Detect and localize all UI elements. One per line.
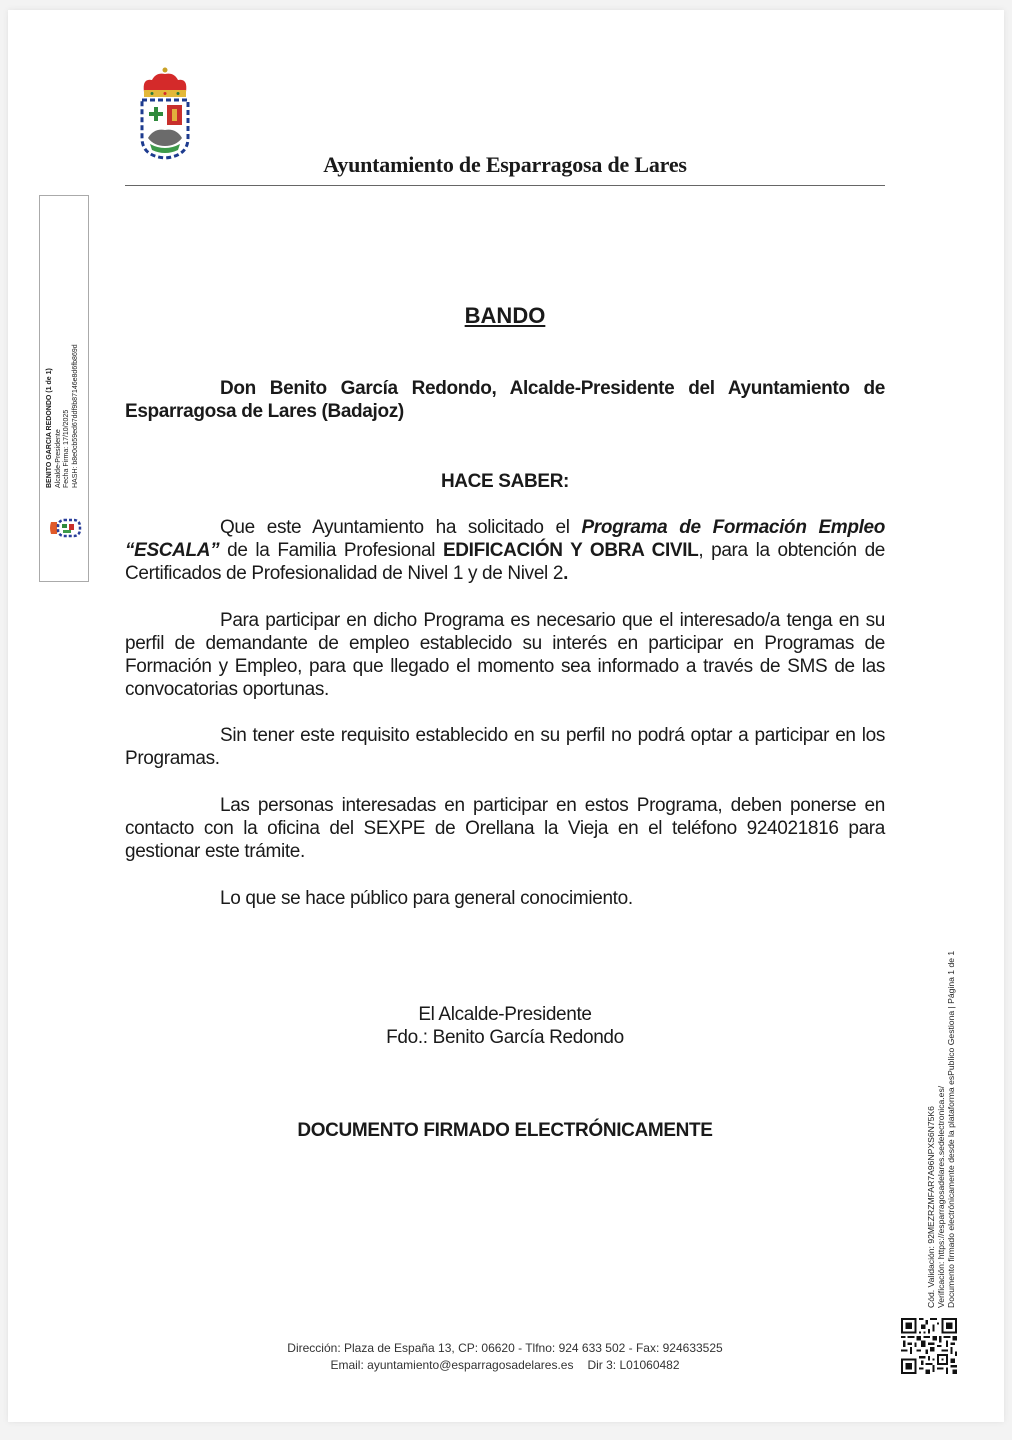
validation-code: Cód. Validación: 92MEZRZMFAR7A96NPXS6N75K6 bbox=[926, 1106, 936, 1308]
electronic-signature-notice: DOCUMENTO FIRMADO ELECTRÓNICAMENTE bbox=[297, 1120, 713, 1141]
validation-info bbox=[926, 951, 956, 1308]
signature-details bbox=[46, 344, 80, 488]
intro-paragraph: Don Benito García Redondo, Alcalde-Presidente del Ayuntamiento de Esparragosa de Lares (Badajoz) bbox=[125, 378, 885, 422]
paragraph-program-pre: Que este Ayuntamiento ha solicitado el bbox=[220, 517, 582, 538]
coat-of-arms-icon bbox=[49, 516, 83, 540]
program-name: Programa de Formación Empleo “ESCALA” bbox=[125, 517, 885, 561]
paragraph-contact: Las personas interesadas en participar en estos Programa, deben ponerse en contacto con la oficina del SEXPE de Orellana la Vieja en el teléfono 924021816 para gestionar este trámite. bbox=[125, 795, 885, 862]
announcement-heading: HACE SABER: bbox=[440, 471, 570, 492]
platform-notice: Documento firmado electrónicamente desde la plataforma esPublico Gestiona | Página 1 de 1 bbox=[946, 950, 956, 1308]
verification-url: Verificación: https://esparragosadelares.sedelectronica.es/ bbox=[936, 1085, 946, 1308]
footer-dir3: Dir 3: L01060482 bbox=[587, 1358, 680, 1372]
footer-contact bbox=[125, 1357, 885, 1374]
qr-code-icon bbox=[901, 1318, 957, 1374]
paragraph-program-mid: de la Familia Profesional bbox=[219, 540, 443, 561]
signature-date: Fecha Firma: 17/10/2025 bbox=[63, 409, 70, 488]
header-divider bbox=[125, 185, 885, 186]
closing-line: Lo que se hace público para general conocimiento. bbox=[220, 888, 633, 909]
footer-email: Email: ayuntamiento@esparragosadelares.es bbox=[330, 1358, 574, 1372]
document-title: BANDO bbox=[464, 303, 546, 328]
professional-family: EDIFICACIÓN Y OBRA CIVIL bbox=[442, 540, 699, 561]
signer-role: Alcalde-Presidente bbox=[54, 429, 62, 488]
footer-address: Dirección: Plaza de España 13, CP: 06620 - Tlfno: 924 633 502 - Fax: 924633525 bbox=[287, 1341, 723, 1355]
organization-title: Ayuntamiento de Esparragosa de Lares bbox=[323, 152, 687, 177]
signature-hash: HASH: b8e0cb59ed67ddf9b87146e8d6fb869d bbox=[71, 344, 79, 488]
signature-role: El Alcalde-Presidente bbox=[418, 1004, 592, 1025]
paragraph-program bbox=[125, 516, 885, 585]
coat-of-arms-icon bbox=[130, 60, 200, 160]
signature-name: Fdo.: Benito García Redondo bbox=[386, 1027, 624, 1048]
signer-name: BENITO GARCIA REDONDO (1 de 1) bbox=[46, 368, 53, 488]
paragraph-condition: Sin tener este requisito establecido en su perfil no podrá optar a participar en los Programas. bbox=[125, 725, 885, 769]
paragraph-program-post: , para la obtención de Certificados de Profesionalidad de Nivel 1 y de Nivel 2 bbox=[125, 540, 886, 584]
footer bbox=[125, 1340, 885, 1374]
paragraph-requirements: Para participar en dicho Programa es necesario que el interesado/a tenga en su perfil de demandante de empleo establecido su interés en participar en Programas de Formación y Empleo, para que llegado el momento sea informado a través de SMS de las convocatorias oportunas. bbox=[125, 610, 885, 700]
document-page bbox=[8, 10, 1004, 1422]
paragraph-program-end: . bbox=[563, 563, 568, 584]
signature-stamp bbox=[39, 195, 89, 582]
